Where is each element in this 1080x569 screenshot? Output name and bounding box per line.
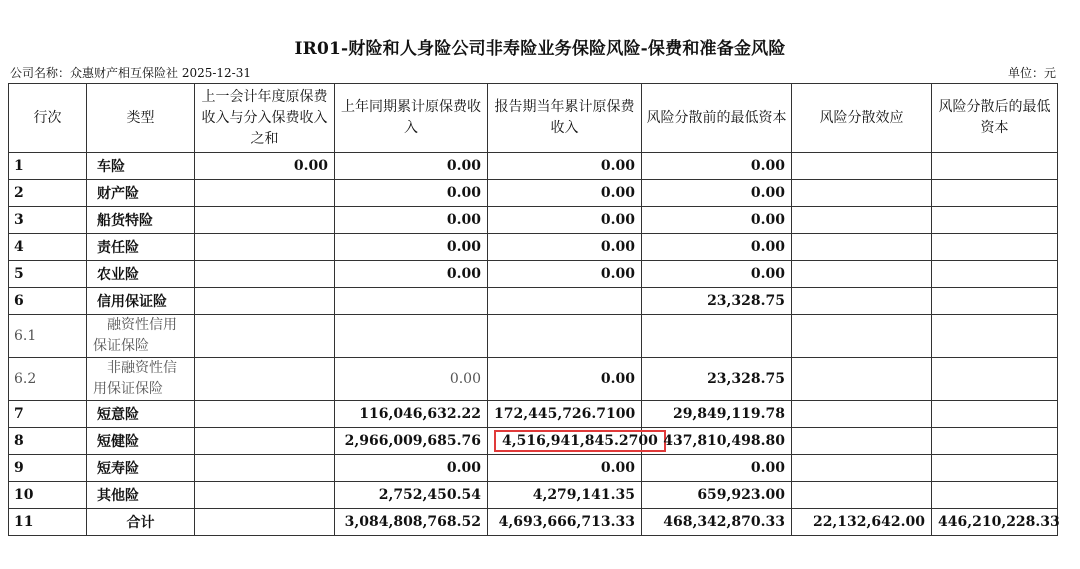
table-row xyxy=(9,180,1058,207)
cell-current-period-premium: 0.00 xyxy=(488,455,642,482)
cell-min-capital-after xyxy=(932,180,1058,207)
header-diversification-effect: 风险分散效应 xyxy=(792,84,932,153)
row-no: 2 xyxy=(9,180,87,207)
cell-last-period-premium xyxy=(335,315,488,358)
cell-min-capital-after xyxy=(932,207,1058,234)
cell-min-capital-before: 0.00 xyxy=(642,153,792,180)
table-row xyxy=(9,315,1058,358)
cell-diversification-effect xyxy=(792,455,932,482)
row-type-line2: 保证保险 xyxy=(93,338,149,354)
cell-last-period-premium: 0.00 xyxy=(335,153,488,180)
row-no: 11 xyxy=(9,509,87,536)
cell-min-capital-after xyxy=(932,428,1058,455)
cell-current-period-premium xyxy=(488,288,642,315)
row-no: 4 xyxy=(9,234,87,261)
cell-prev-year-premium xyxy=(195,401,335,428)
row-type: 船货特险 xyxy=(87,207,195,234)
row-no: 9 xyxy=(9,455,87,482)
cell-diversification-effect xyxy=(792,207,932,234)
cell-min-capital-after xyxy=(932,455,1058,482)
header-type: 类型 xyxy=(87,84,195,153)
cell-prev-year-premium xyxy=(195,315,335,358)
cell-current-period-premium: 0.00 xyxy=(488,261,642,288)
cell-diversification-effect: 22,132,642.00 xyxy=(792,509,932,536)
cell-min-capital-before: 659,923.00 xyxy=(642,482,792,509)
cell-current-period-premium xyxy=(488,315,642,358)
cell-diversification-effect xyxy=(792,261,932,288)
table-row xyxy=(9,455,1058,482)
row-type: 车险 xyxy=(87,153,195,180)
cell-min-capital-after: 446,210,228.33 xyxy=(932,509,1058,536)
cell-min-capital-after xyxy=(932,315,1058,358)
row-no: 5 xyxy=(9,261,87,288)
row-type-line2: 用保证保险 xyxy=(93,381,163,397)
row-no: 6 xyxy=(9,288,87,315)
cell-min-capital-before: 468,342,870.33 xyxy=(642,509,792,536)
cell-min-capital-after xyxy=(932,261,1058,288)
cell-min-capital-before: 23,328.75 xyxy=(642,288,792,315)
table-row xyxy=(9,358,1058,401)
cell-last-period-premium: 116,046,632.22 xyxy=(335,401,488,428)
table-row xyxy=(9,207,1058,234)
header-min-capital-after: 风险分散后的最低资本 xyxy=(932,84,1058,153)
cell-diversification-effect xyxy=(792,180,932,207)
cell-current-period-premium: 0.00 xyxy=(488,153,642,180)
cell-diversification-effect xyxy=(792,234,932,261)
header-row xyxy=(9,84,1058,153)
cell-last-period-premium: 0.00 xyxy=(335,207,488,234)
cell-min-capital-before: 23,328.75 xyxy=(642,358,792,401)
table-row xyxy=(9,428,1058,455)
header-last-period-premium: 上年同期累计原保费收入 xyxy=(335,84,488,153)
header-row-no: 行次 xyxy=(9,84,87,153)
cell-current-period-premium: 0.00 xyxy=(488,207,642,234)
cell-min-capital-before: 437,810,498.80 xyxy=(642,428,792,455)
cell-current-period-premium: 4,279,141.35 xyxy=(488,482,642,509)
cell-prev-year-premium xyxy=(195,261,335,288)
table-row xyxy=(9,234,1058,261)
cell-min-capital-before xyxy=(642,315,792,358)
row-type: 信用保证险 xyxy=(87,288,195,315)
report-title: IR01-财险和人身险公司非寿险业务保险风险-保费和准备金风险 xyxy=(294,39,786,59)
unit-label: 单位：元 xyxy=(1007,66,1056,80)
cell-last-period-premium: 0.00 xyxy=(335,180,488,207)
row-type-line1: 非融资性信 xyxy=(107,360,177,376)
cell-min-capital-before: 0.00 xyxy=(642,234,792,261)
table-row xyxy=(9,482,1058,509)
cell-min-capital-before: 0.00 xyxy=(642,207,792,234)
cell-last-period-premium: 0.00 xyxy=(335,358,488,401)
table-row xyxy=(9,153,1058,180)
cell-prev-year-premium xyxy=(195,358,335,401)
header-current-period-premium: 报告期当年累计原保费收入 xyxy=(488,84,642,153)
row-no: 7 xyxy=(9,401,87,428)
header-min-capital-before: 风险分散前的最低资本 xyxy=(642,84,792,153)
cell-current-period-premium: 0.00 xyxy=(488,358,642,401)
cell-last-period-premium: 0.00 xyxy=(335,261,488,288)
row-type: 短意险 xyxy=(87,401,195,428)
cell-diversification-effect xyxy=(792,482,932,509)
cell-prev-year-premium xyxy=(195,288,335,315)
row-type xyxy=(87,358,195,401)
cell-prev-year-premium xyxy=(195,207,335,234)
row-type: 短寿险 xyxy=(87,455,195,482)
table-row xyxy=(9,261,1058,288)
cell-diversification-effect xyxy=(792,428,932,455)
row-type: 财产险 xyxy=(87,180,195,207)
cell-min-capital-after xyxy=(932,153,1058,180)
cell-current-period-premium xyxy=(488,428,658,455)
cell-prev-year-premium xyxy=(195,234,335,261)
row-type: 责任险 xyxy=(87,234,195,261)
cell-diversification-effect xyxy=(792,153,932,180)
company-name: 公司名称：众惠财产相互保险社 2025-12-31 xyxy=(10,66,252,80)
row-type xyxy=(87,315,195,358)
cell-last-period-premium xyxy=(335,288,488,315)
cell-last-period-premium: 2,752,450.54 xyxy=(335,482,488,509)
cell-current-period-premium: 0.00 xyxy=(488,234,642,261)
cell-prev-year-premium xyxy=(195,482,335,509)
row-no: 6.1 xyxy=(9,315,87,358)
cell-min-capital-after xyxy=(932,234,1058,261)
cell-last-period-premium: 0.00 xyxy=(335,234,488,261)
cell-last-period-premium: 0.00 xyxy=(335,455,488,482)
row-no: 3 xyxy=(9,207,87,234)
cell-min-capital-before: 0.00 xyxy=(642,180,792,207)
header-prev-year-premium: 上一会计年度原保费收入与分入保费收入之和 xyxy=(195,84,335,153)
row-type: 农业险 xyxy=(87,261,195,288)
cell-min-capital-after xyxy=(932,358,1058,401)
highlighted-value: 4,516,941,845.2700 xyxy=(494,430,666,452)
cell-diversification-effect xyxy=(792,315,932,358)
cell-diversification-effect xyxy=(792,288,932,315)
cell-prev-year-premium xyxy=(195,180,335,207)
row-type-line1: 融资性信用 xyxy=(107,317,177,333)
cell-min-capital-before: 0.00 xyxy=(642,455,792,482)
row-no: 1 xyxy=(9,153,87,180)
cell-min-capital-after xyxy=(932,288,1058,315)
cell-diversification-effect xyxy=(792,401,932,428)
cell-min-capital-before: 0.00 xyxy=(642,261,792,288)
row-no: 6.2 xyxy=(9,358,87,401)
row-no: 8 xyxy=(9,428,87,455)
risk-table xyxy=(8,83,1058,536)
cell-current-period-premium: 0.00 xyxy=(488,180,642,207)
cell-current-period-premium: 4,693,666,713.33 xyxy=(488,509,642,536)
row-no: 10 xyxy=(9,482,87,509)
cell-min-capital-after xyxy=(932,401,1058,428)
row-type: 其他险 xyxy=(87,482,195,509)
cell-prev-year-premium xyxy=(195,428,335,455)
cell-current-period-premium: 172,445,726.7100 xyxy=(488,401,642,428)
cell-last-period-premium: 3,084,808,768.52 xyxy=(335,509,488,536)
cell-diversification-effect xyxy=(792,358,932,401)
row-type: 短健险 xyxy=(87,428,195,455)
cell-prev-year-premium xyxy=(195,509,335,536)
cell-min-capital-after xyxy=(932,482,1058,509)
cell-prev-year-premium: 0.00 xyxy=(195,153,335,180)
table-row xyxy=(9,401,1058,428)
total-row xyxy=(9,509,1058,536)
cell-min-capital-before: 29,849,119.78 xyxy=(642,401,792,428)
cell-last-period-premium: 2,966,009,685.76 xyxy=(335,428,488,455)
table-row xyxy=(9,288,1058,315)
cell-prev-year-premium xyxy=(195,455,335,482)
row-type: 合计 xyxy=(87,509,195,536)
